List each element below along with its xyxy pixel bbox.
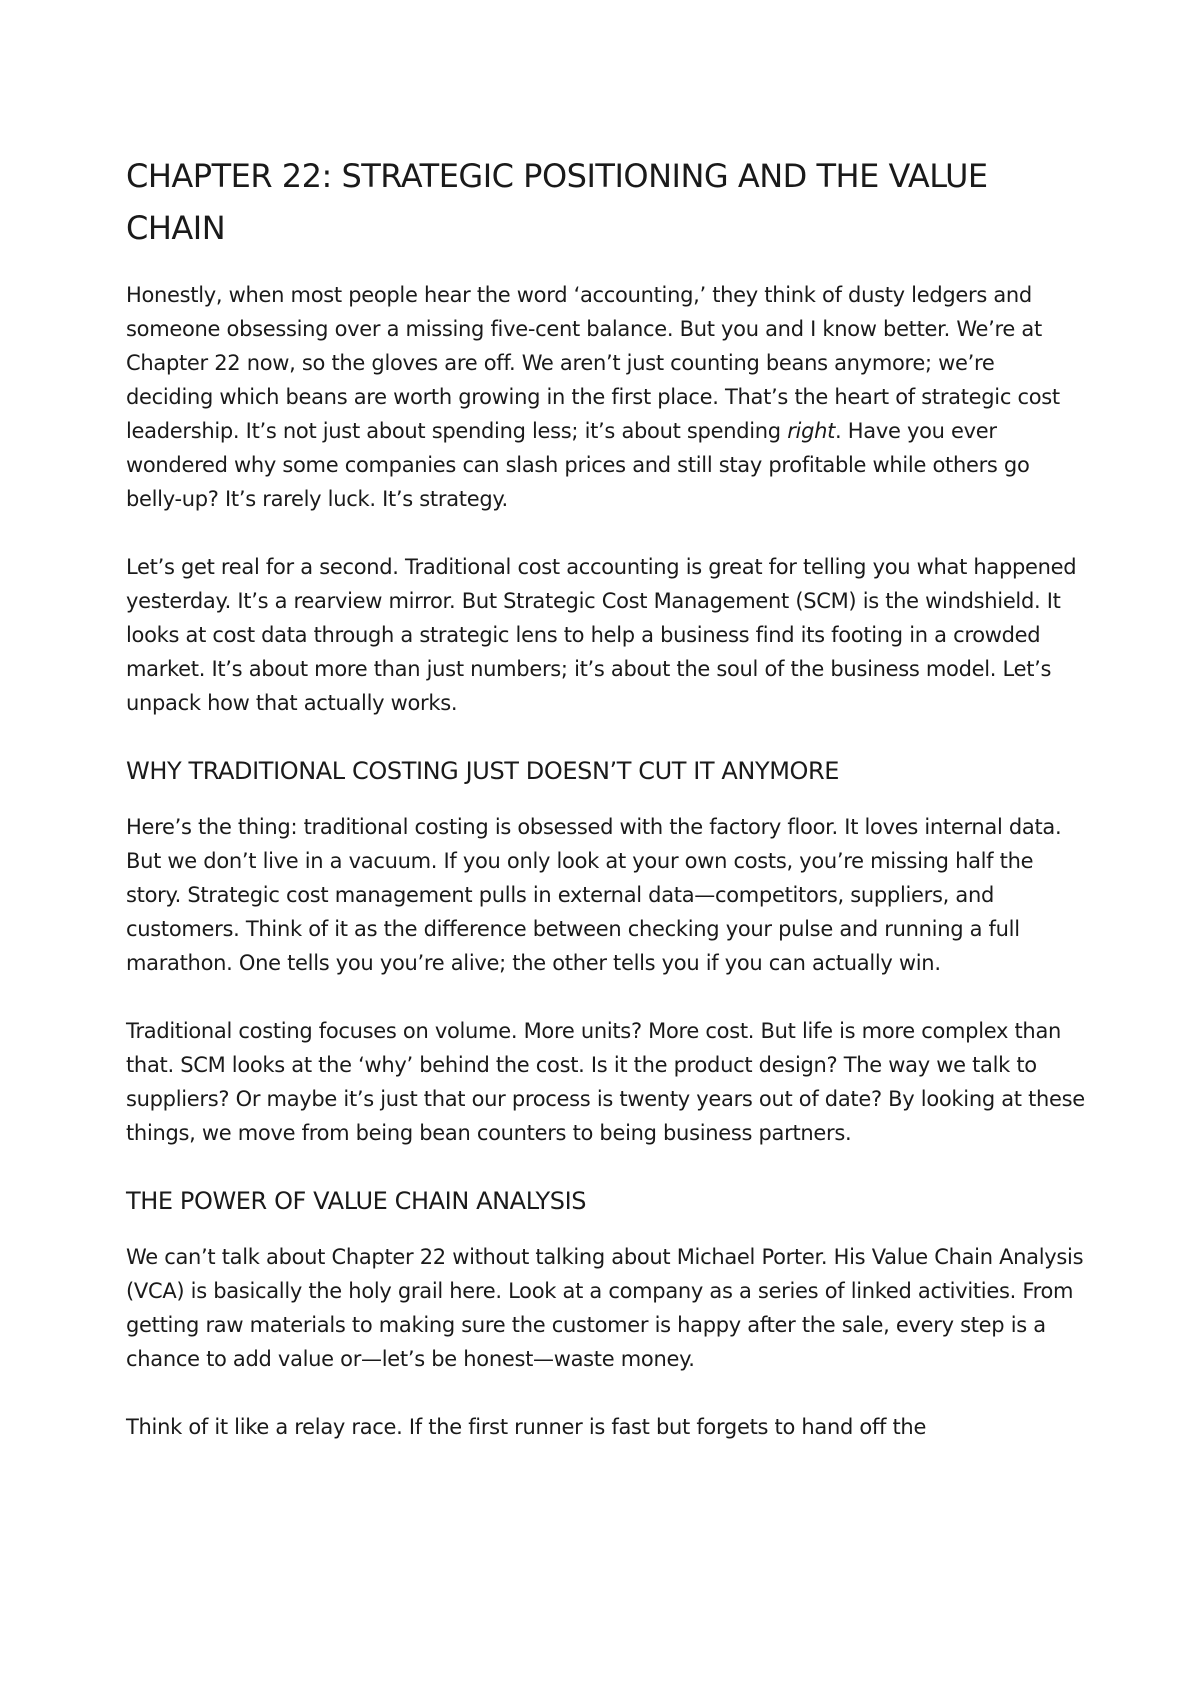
intro-paragraph-2: Let’s get real for a second. Traditional cost accounting is great for telling you what happened yesterday. It’s a rearview mirror. But Strategic Cost Management (SCM) is the windshield. It looks at cost data through a strategic lens to help a business find its footing in a crowded market. It’s about more than just numbers; it’s about the soul of the business model. Let’s unpack how that actually works. [126, 555, 1077, 715]
intro-p1-text-end: . Have you ever wondered why some companies can slash prices and still stay profitable while others go belly-up? It’s rarely luck. It’s strategy. [126, 419, 1030, 511]
section2-paragraph-2: Think of it like a relay race. If the first runner is fast but forgets to hand off the [126, 1415, 927, 1439]
section1-paragraph-2: Traditional costing focuses on volume. More units? More cost. But life is more complex than that. SCM looks at the ‘why’ behind the cost. Is it the product design? The way we talk to suppliers? Or maybe it’s just that our process is twenty years out of date? By looking at these things, we move from being bean counters to being business partners. [126, 1019, 1085, 1145]
intro-p1-emphasis: right [787, 419, 836, 443]
intro-paragraph-1 [126, 278, 1086, 516]
document-page [126, 150, 1086, 1444]
intro-p1-text-start: Honestly, when most people hear the word ‘accounting,’ they think of dusty ledgers and someone obsessing over a missing five-cent balance. But you and I know better. We’re at Chapter 22 now, so the gloves are off. We aren’t just counting beans anymore; we’re deciding which beans are worth growing in the first place. That’s the heart of strategic cost leadership. It’s not just about spending less; it’s about spending [126, 283, 1060, 443]
chapter-title: CHAPTER 22: STRATEGIC POSITIONING AND THE VALUE CHAIN [126, 157, 988, 247]
section2-paragraph-1: We can’t talk about Chapter 22 without talking about Michael Porter. His Value Chain Analysis (VCA) is basically the holy grail here. Look at a company as a series of linked activities. From getting raw materials to making sure the customer is happy after the sale, every step is a chance to add value or—let’s be honest—waste money. [126, 1245, 1084, 1371]
section1-paragraph-1: Here’s the thing: traditional costing is obsessed with the factory floor. It loves internal data. But we don’t live in a vacuum. If you only look at your own costs, you’re missing half the story. Strategic cost management pulls in external data—competitors, suppliers, and customers. Think of it as the difference between checking your pulse and running a full marathon. One tells you you’re alive; the other tells you if you can actually win. [126, 815, 1062, 975]
section-heading-value-chain: THE POWER OF VALUE CHAIN ANALYSIS [126, 1187, 587, 1215]
section-heading-traditional-costing: WHY TRADITIONAL COSTING JUST DOESN’T CUT IT ANYMORE [126, 757, 840, 785]
